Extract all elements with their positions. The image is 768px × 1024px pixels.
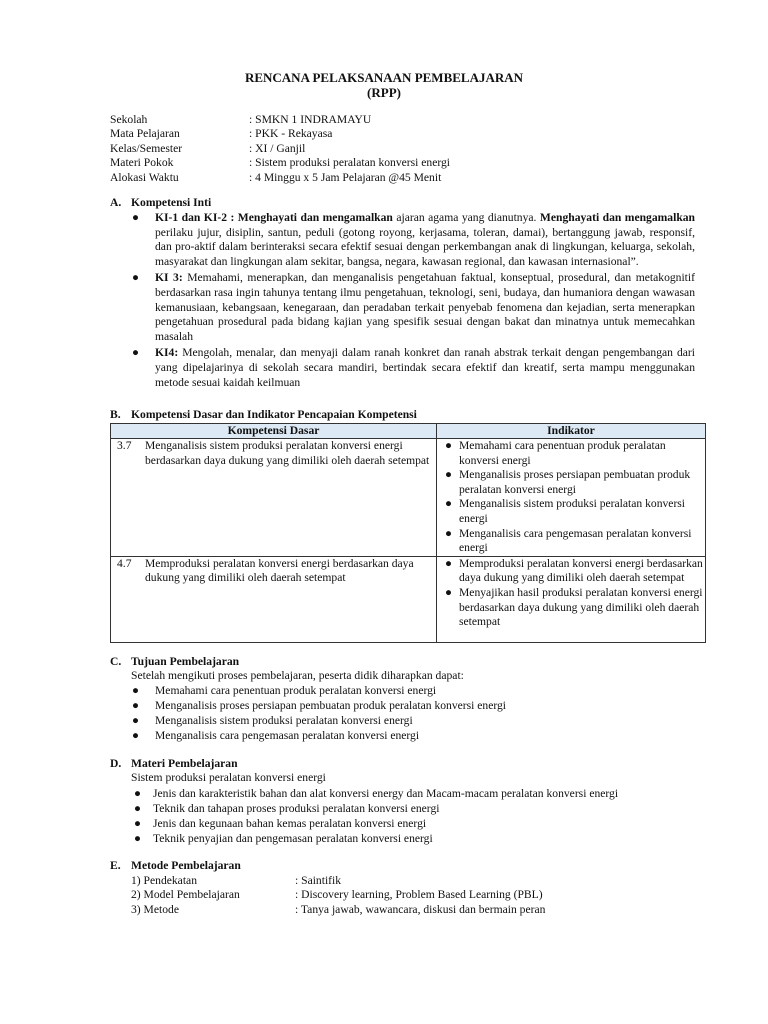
section-letter: E.: [110, 859, 121, 872]
identity-row: [110, 127, 450, 141]
metode-value: : Tanya jawab, wawancara, diskusi dan bermain peran: [295, 902, 546, 916]
tujuan-list: [131, 684, 506, 744]
list-item: [131, 874, 545, 888]
list-item: [131, 888, 545, 902]
ki-text: perilaku jujur, disiplin, santun, peduli (gotong royong, kerjasama, toleran, damai), bertanggung jawab, responsif, dan pro-aktif dalam berinteraksi secara efektif sesuai dengan perkembangan anak di lingkungan, keluarga, sekolah, masyarakat dan lingkungan alam sekitar, bangsa, negara, kawasan regional, dan kawasan internasional”.: [155, 225, 695, 268]
title-line-1: RENCANA PELAKSANAAN PEMBELAJARAN: [244, 70, 524, 85]
identity-value: : SMKN 1 INDRAMAYU: [249, 113, 372, 126]
identity-label: Mata Pelajaran: [110, 127, 180, 141]
list-item: [131, 729, 506, 744]
ki-item: [131, 271, 695, 344]
document-title: [0, 70, 768, 100]
indicator-text: Menyajikan hasil produksi peralatan konversi energi berdasarkan daya dukung yang dimiliki oleh daerah setempat: [459, 585, 703, 629]
kd-text: Menganalisis sistem produksi peralatan konversi energi berdasarkan daya dukung yang dimiliki oleh daerah setempat: [145, 439, 430, 467]
section-letter: D.: [110, 757, 122, 770]
list-item-text: Jenis dan karakteristik bahan dan alat konversi energy dan Macam-macam peralatan konversi energi: [153, 787, 619, 800]
indicator-text: Menganalisis sistem produksi peralatan konversi energi: [459, 497, 686, 525]
bullet-icon: ●: [132, 714, 140, 727]
list-item: [131, 699, 506, 714]
list-item: [131, 714, 506, 729]
section-intro: Sistem produksi peralatan konversi energi: [131, 771, 326, 784]
identity-value: : 4 Minggu x 5 Jam Pelajaran @45 Menit: [249, 170, 442, 184]
list-item: [133, 787, 618, 802]
section-letter: A.: [110, 196, 122, 209]
identity-row: [110, 142, 450, 156]
ki-bold: KI-1 dan KI-2 : Menghayati dan mengamalkan: [155, 211, 393, 224]
kd-number: 4.7: [117, 556, 132, 570]
ki-bold: Menghayati dan mengamalkan: [539, 211, 696, 224]
indicator-text: Menganalisis cara pengemasan peralatan konversi energi: [459, 526, 692, 555]
identity-label: Materi Pokok: [110, 156, 174, 170]
table-row: [111, 556, 706, 642]
identity-value: : PKK - Rekayasa: [249, 127, 333, 141]
bullet-icon: ●: [132, 684, 140, 697]
bullet-icon: ●: [134, 817, 142, 830]
bullet-icon: ●: [132, 211, 140, 224]
bullet-icon: ●: [445, 468, 453, 482]
kd-indicator-table: [110, 423, 706, 643]
ki-text: Memahami, menerapkan, dan menganalisis pengetahuan faktual, konseptual, prosedural, dan metakognitif berdasarkan rasa ingin tahunya tentang ilmu pengetahuan, teknologi, seni, budaya, dan humaniora dengan wawasan kemanusiaan, kebangsaan, kenegaraan, dan peradaban terkait penyebab fenomena dan kejadian, serta menerapkan pengetahuan prosedural pada bidang kajian yang spesifik sesuai dengan bakat dan minatnya untuk memecahkan masalah: [155, 271, 695, 343]
identity-row: [110, 156, 450, 170]
metode-label: 1) Pendekatan: [131, 874, 197, 887]
indicator-text: Memahami cara penentuan produk peralatan konversi energi: [459, 439, 666, 467]
bullet-icon: ●: [134, 802, 142, 815]
bullet-icon: ●: [134, 787, 142, 800]
identity-block: [110, 113, 450, 185]
list-item: [133, 832, 618, 847]
list-item-text: Teknik penyajian dan pengemasan peralatan konversi energi: [153, 832, 433, 845]
identity-label: Kelas/Semester: [110, 141, 183, 155]
section-letter: B.: [110, 408, 121, 421]
materi-list: [133, 787, 618, 847]
metode-label: 3) Metode: [131, 902, 179, 916]
table-row: [111, 439, 706, 557]
column-header: Indikator: [437, 424, 706, 439]
kd-cell: [111, 556, 437, 642]
section-a-heading: [110, 196, 211, 211]
bullet-icon: ●: [445, 497, 453, 511]
section-e-heading: [110, 859, 241, 874]
indicator-item: [439, 439, 703, 468]
list-item-text: Jenis dan kegunaan bahan kemas peralatan konversi energi: [153, 817, 427, 830]
section-b-heading: [110, 408, 417, 423]
bullet-icon: ●: [445, 556, 453, 570]
list-item: [131, 903, 545, 917]
bullet-icon: ●: [132, 346, 140, 360]
list-item-text: Memahami cara penentuan produk peralatan konversi energi: [155, 684, 437, 697]
metode-label: 2) Model Pembelajaran: [131, 888, 240, 902]
section-title: Tujuan Pembelajaran: [131, 655, 240, 668]
section-title: Kompetensi Inti: [131, 196, 212, 209]
ki-item: [131, 211, 695, 269]
ki-bold: KI 3:: [155, 271, 183, 285]
bullet-icon: ●: [132, 271, 140, 285]
identity-row: [110, 171, 450, 185]
indicator-text: Memproduksi peralatan konversi energi berdasarkan daya dukung yang dimiliki oleh daerah setempat: [459, 556, 703, 585]
list-item: [133, 817, 618, 832]
identity-label: Sekolah: [110, 113, 148, 126]
list-item-text: Menganalisis sistem produksi peralatan konversi energi: [155, 714, 413, 727]
section-letter: C.: [110, 655, 122, 668]
metode-value: : Saintifik: [295, 874, 342, 887]
ki-bold: KI4:: [155, 346, 179, 360]
section-title: Materi Pembelajaran: [131, 757, 238, 770]
indicator-item: [439, 527, 703, 556]
bullet-icon: ●: [445, 439, 453, 452]
bullet-icon: ●: [132, 699, 140, 712]
indicator-item: [439, 497, 703, 526]
table-header-row: [111, 424, 706, 439]
bullet-icon: ●: [445, 585, 453, 599]
list-item-text: Menganalisis cara pengemasan peralatan konversi energi: [155, 729, 420, 742]
section-title: Metode Pembelajaran: [131, 859, 241, 872]
section-intro: Setelah mengikuti proses pembelajaran, peserta didik diharapkan dapat:: [131, 669, 464, 682]
ki-item: [131, 346, 695, 390]
section-c-heading: [110, 655, 239, 670]
kompetensi-inti-list: [131, 211, 695, 392]
indicator-cell: [437, 439, 706, 557]
section-d-heading: [110, 757, 238, 772]
identity-value: : XI / Ganjil: [249, 141, 306, 155]
metode-value: : Discovery learning, Problem Based Learning (PBL): [295, 888, 543, 902]
list-item-text: Teknik dan tahapan proses produksi peralatan konversi energi: [153, 802, 440, 815]
ki-text: Mengolah, menalar, dan menyaji dalam ranah konkret dan ranah abstrak terkait dengan pengembangan dari yang dipelajarinya di sekolah secara mandiri, bertindak secara efektif dan kreatif, serta mampu menggunakan metode sesuai kaidah keilmuan: [155, 346, 695, 389]
indicator-item: [439, 586, 703, 630]
bullet-icon: ●: [132, 729, 140, 742]
column-header: Kompetensi Dasar: [111, 424, 437, 439]
identity-row: [110, 113, 450, 127]
indicator-item: [439, 557, 703, 586]
list-item: [131, 684, 506, 699]
kd-number: 3.7: [117, 439, 132, 452]
section-title: Kompetensi Dasar dan Indikator Pencapaian Kompetensi: [131, 408, 417, 421]
kd-text: Memproduksi peralatan konversi energi berdasarkan daya dukung yang dimiliki oleh daerah setempat: [145, 556, 414, 585]
indicator-text: Menganalisis proses persiapan pembuatan produk peralatan konversi energi: [459, 468, 691, 496]
bullet-icon: ●: [445, 526, 453, 540]
kd-cell: [111, 439, 437, 557]
metode-list: [131, 874, 545, 917]
identity-value: : Sistem produksi peralatan konversi energi: [249, 156, 451, 170]
list-item-text: Menganalisis proses persiapan pembuatan produk peralatan konversi energi: [155, 699, 507, 712]
ki-text: ajaran agama yang dianutnya.: [392, 211, 540, 224]
title-line-2: (RPP): [367, 85, 401, 100]
indicator-item: [439, 468, 703, 497]
identity-label: Alokasi Waktu: [110, 170, 179, 184]
bullet-icon: ●: [134, 832, 142, 845]
list-item: [133, 802, 618, 817]
indicator-cell: [437, 556, 706, 642]
